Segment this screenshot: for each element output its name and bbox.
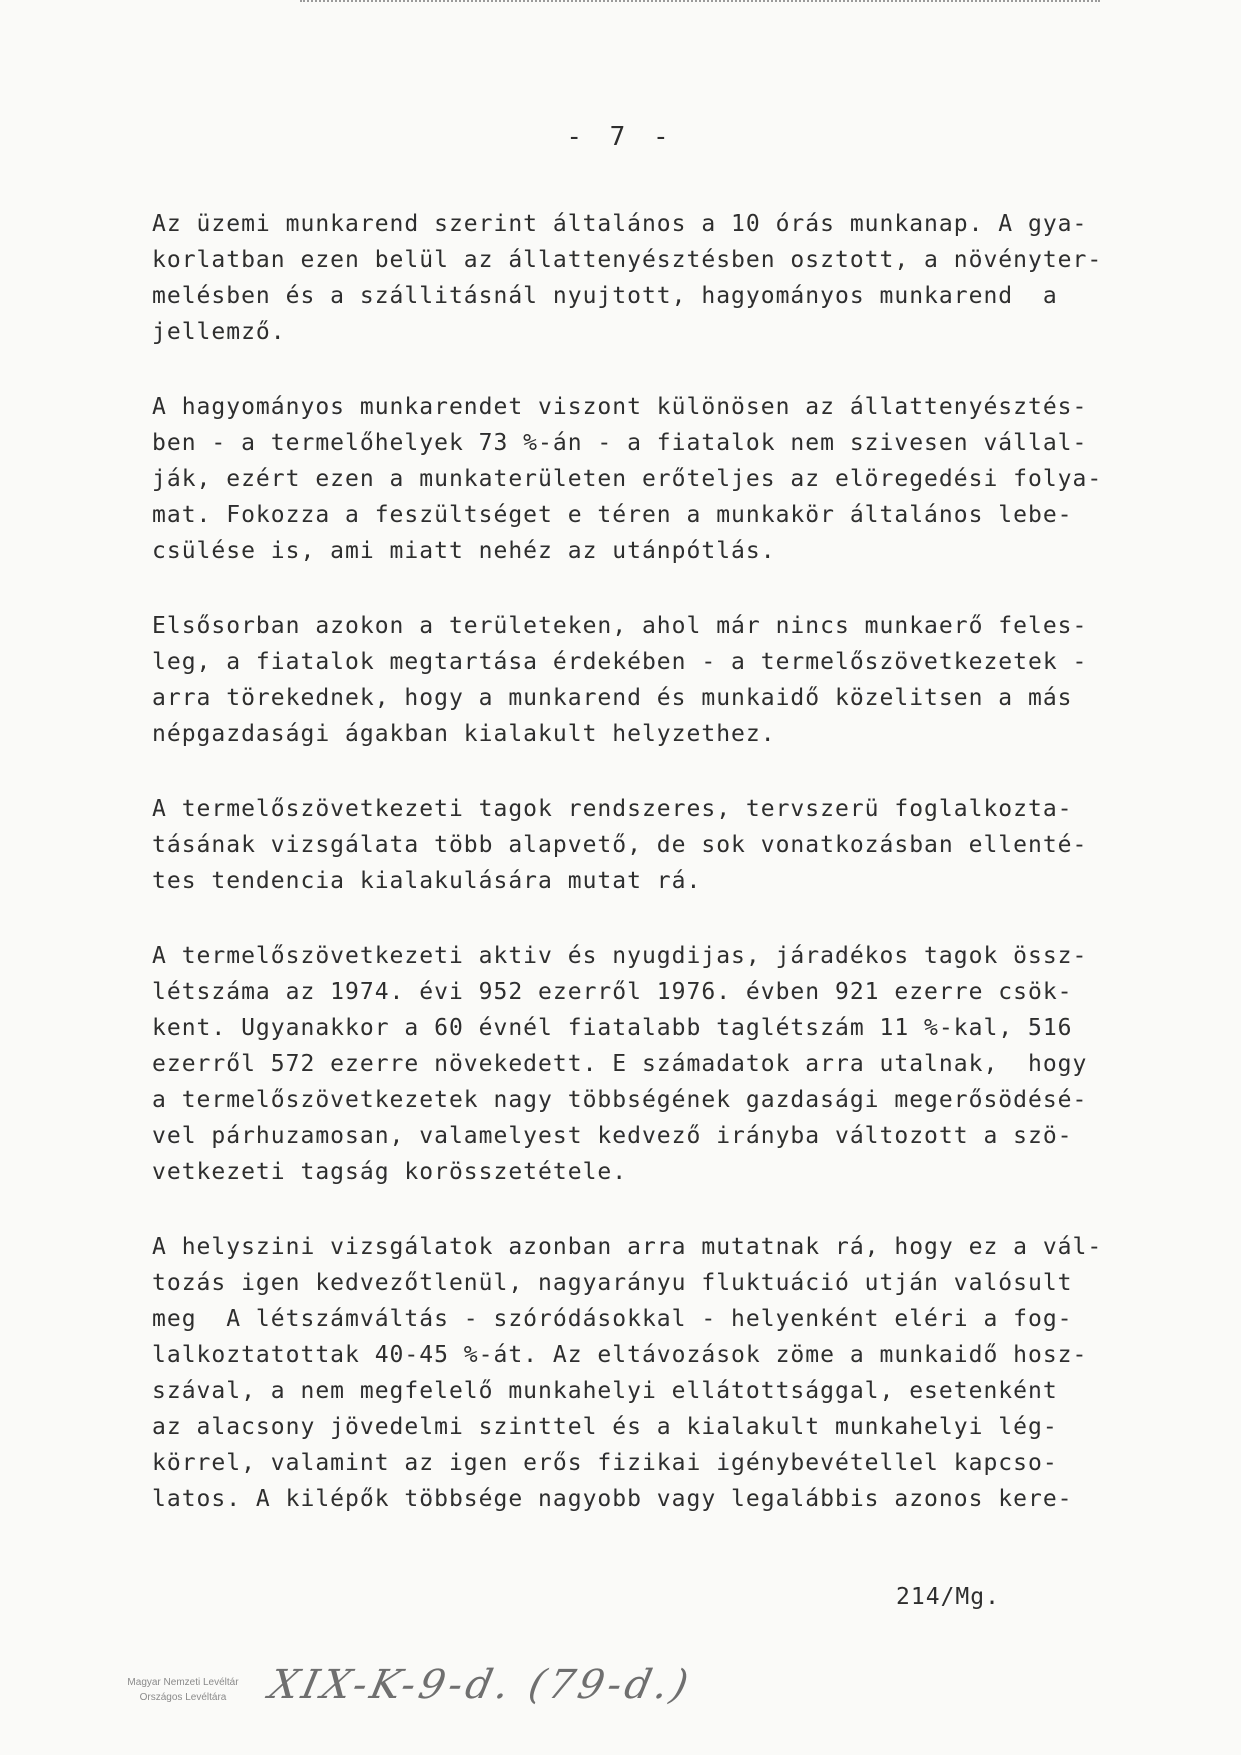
archive-stamp	[104, 1675, 262, 1705]
text-line: meg A létszámváltás - szóródásokkal - helyenként eléri a fog-	[152, 1306, 1073, 1332]
text-line: létszáma az 1974. évi 952 ezerről 1976. évben 921 ezerre csök-	[152, 979, 1073, 1005]
archive-signature: XIX-K-9-d. (79-d.)	[265, 1662, 697, 1708]
paragraph	[152, 1229, 1152, 1517]
text-line: korlatban ezen belül az állattenyésztésben osztott, a növényter-	[152, 247, 1103, 273]
text-line: Az üzemi munkarend szerint általános a 10 órás munkanap. A gya-	[152, 211, 1088, 237]
text-line: szával, a nem megfelelő munkahelyi ellátottsággal, esetenként	[152, 1378, 1058, 1404]
paragraph	[152, 938, 1152, 1190]
text-line: lalkoztatottak 40-45 %-át. Az eltávozások zöme a munkaidő hosz-	[152, 1342, 1088, 1368]
paragraph	[152, 608, 1152, 752]
text-line: vel párhuzamosan, valamelyest kedvező irányba változott a szö-	[152, 1123, 1073, 1149]
text-line: A termelőszövetkezeti tagok rendszeres, tervszerü foglalkozta-	[152, 796, 1073, 822]
page-number: - 7 -	[566, 122, 675, 152]
text-line: körrel, valamint az igen erős fizikai igénybevétellel kapcso-	[152, 1450, 1058, 1476]
text-line: jellemző.	[152, 319, 286, 345]
paragraph	[152, 389, 1152, 569]
text-line: az alacsony jövedelmi szinttel és a kialakult munkahelyi lég-	[152, 1414, 1058, 1440]
text-line: ben - a termelőhelyek 73 %-án - a fiatalok nem szivesen vállal-	[152, 430, 1088, 456]
text-line: A hagyományos munkarendet viszont különösen az állattenyésztés-	[152, 394, 1088, 420]
text-line: ezerről 572 ezerre növekedett. E számadatok arra utalnak, hogy	[152, 1051, 1088, 1077]
text-line: mat. Fokozza a feszültséget e téren a munkakör általános lebe-	[152, 502, 1073, 528]
text-line: A termelőszövetkezeti aktiv és nyugdijas, járadékos tagok össz-	[152, 943, 1088, 969]
text-line: Elsősorban azokon a területeken, ahol már nincs munkaerő feles-	[152, 613, 1088, 639]
archive-stamp-line: Országos Levéltára	[139, 1692, 227, 1703]
text-line: A helyszini vizsgálatok azonban arra mutatnak rá, hogy ez a vál-	[152, 1234, 1103, 1260]
text-line: tes tendencia kialakulására mutat rá.	[152, 868, 702, 894]
text-line: tásának vizsgálata több alapvető, de sok vonatkozásban ellenté-	[152, 832, 1088, 858]
text-line: vetkezeti tagság korösszetétele.	[152, 1159, 628, 1185]
text-line: népgazdasági ágakban kialakult helyzethez.	[152, 721, 776, 747]
text-line: a termelőszövetkezetek nagy többségének gazdasági megerősödésé-	[152, 1087, 1088, 1113]
text-line: kent. Ugyanakkor a 60 évnél fiatalabb taglétszám 11 %-kal, 516	[152, 1015, 1073, 1041]
text-line: latos. A kilépők többsége nagyobb vagy legalábbis azonos kere-	[152, 1486, 1073, 1512]
text-line: tozás igen kedvezőtlenül, nagyarányu fluktuáció utján valósult	[152, 1270, 1073, 1296]
paragraph	[152, 791, 1152, 899]
text-line: melésben és a szállitásnál nyujtott, hagyományos munkarend a	[152, 283, 1058, 309]
body-text	[152, 206, 1152, 1556]
text-line: csülése is, ami miatt nehéz az utánpótlás.	[152, 538, 776, 564]
paragraph	[152, 206, 1152, 350]
page-top-edge	[300, 0, 1100, 6]
text-line: leg, a fiatalok megtartása érdekében - a termelőszövetkezetek -	[152, 649, 1088, 675]
text-line: arra törekednek, hogy a munkarend és munkaidő közelitsen a más	[152, 685, 1073, 711]
reference-number: 214/Mg.	[896, 1584, 1000, 1610]
archive-stamp-line: Magyar Nemzeti Levéltár	[127, 1677, 239, 1688]
text-line: ják, ezért ezen a munkaterületen erőteljes az elöregedési folya-	[152, 466, 1103, 492]
